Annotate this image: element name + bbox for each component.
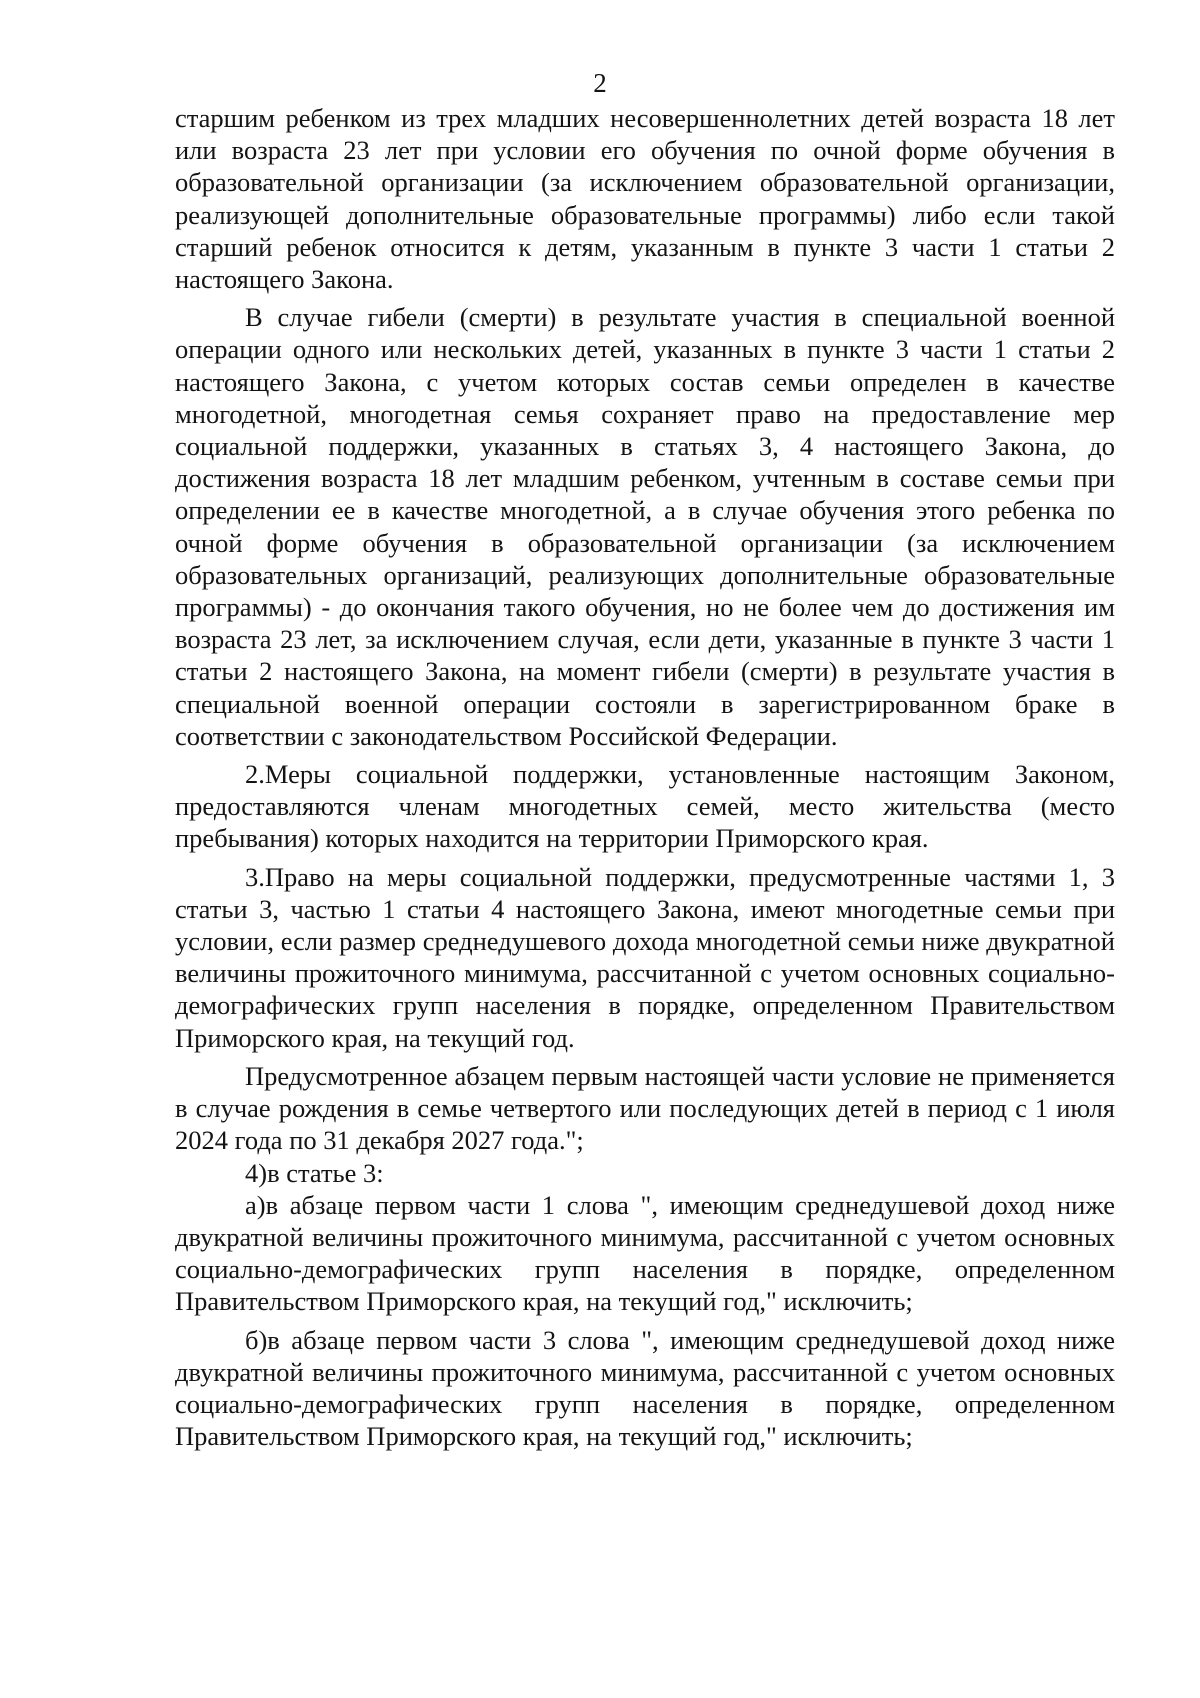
paragraph-svo-death: В случае гибели (смерти) в результате участия в специальной военной операции одного или нескольких детей, указанных в пункте 3 части 1 статьи 2 настоящего Закона, с учетом которых состав семьи определен в качестве многодетной, многодетная семья сохраняет право на предоставление мер социальной поддержки, указанных в статьях 3, 4 настоящего Закона, до достижения возраста 18 лет младшим ребенком, учтенным в составе семьи при определении ее в качестве многодетной, а в случае обучения этого ребенка по очной форме обучения в образовательной организации (за исключением образовательных организаций, реализующих дополнительные образовательные программы) - до окончания такого обучения, но не более чем до достижения им возраста 23 лет, за исключением случая, если дети, указанные в пункте 3 части 1 статьи 2 настоящего Закона, на момент гибели (смерти) в результате участия в специальной военной операции состояли в зарегистрированном браке в соответствии с законодательством Российской Федерации. [175, 302, 1115, 751]
paragraph-part-2: 2.Меры социальной поддержки, установленные настоящим Законом, предоставляются членам многодетных семей, место жительства (место пребывания) которых находится на территории Приморского края. [175, 759, 1115, 854]
paragraph-condition-exception: Предусмотренное абзацем первым настоящей части условие не применяется в случае рождения в семье четвертого или последующих детей в период с 1 июля 2024 года по 31 декабря 2027 года."; [175, 1060, 1115, 1156]
paragraph-item-4: 4)в статье 3: [245, 1157, 384, 1188]
page-number: 2 [593, 68, 607, 98]
paragraph-continuation: старшим ребенком из трех младших несовершеннолетних детей возраста 18 лет или возраста 23 лет при условии его обучения по очной форме обучения в образовательной организации (за исключением образовательной организации, реализующей дополнительные образовательные программы) либо если такой старший ребенок относится к детям, указанным в пункте 3 части 1 статьи 2 настоящего Закона. [175, 103, 1115, 295]
paragraph-subitem-b: б)в абзаце первом части 3 слова ", имеющим среднедушевой доход ниже двукратной величины прожиточного минимума, рассчитанной с учетом основных социально-демографических групп населения в порядке, определенном Правительством Приморского края, на текущий год," исключить; [175, 1324, 1115, 1452]
paragraph-part-3: 3.Право на меры социальной поддержки, предусмотренные частями 1, 3 статьи 3, частью 1 статьи 4 настоящего Закона, имеют многодетные семьи при условии, если размер среднедушевого дохода многодетной семьи ниже двукратной величины прожиточного минимума, рассчитанной с учетом основных социально-демографических групп населения в порядке, определенном Правительством Приморского края, на текущий год. [175, 861, 1115, 1053]
paragraph-subitem-a: а)в абзаце первом части 1 слова ", имеющим среднедушевой доход ниже двукратной величины прожиточного минимума, рассчитанной с учетом основных социально-демографических групп населения в порядке, определенном Правительством Приморского края, на текущий год," исключить; [175, 1189, 1115, 1317]
document-body [175, 102, 1115, 1452]
